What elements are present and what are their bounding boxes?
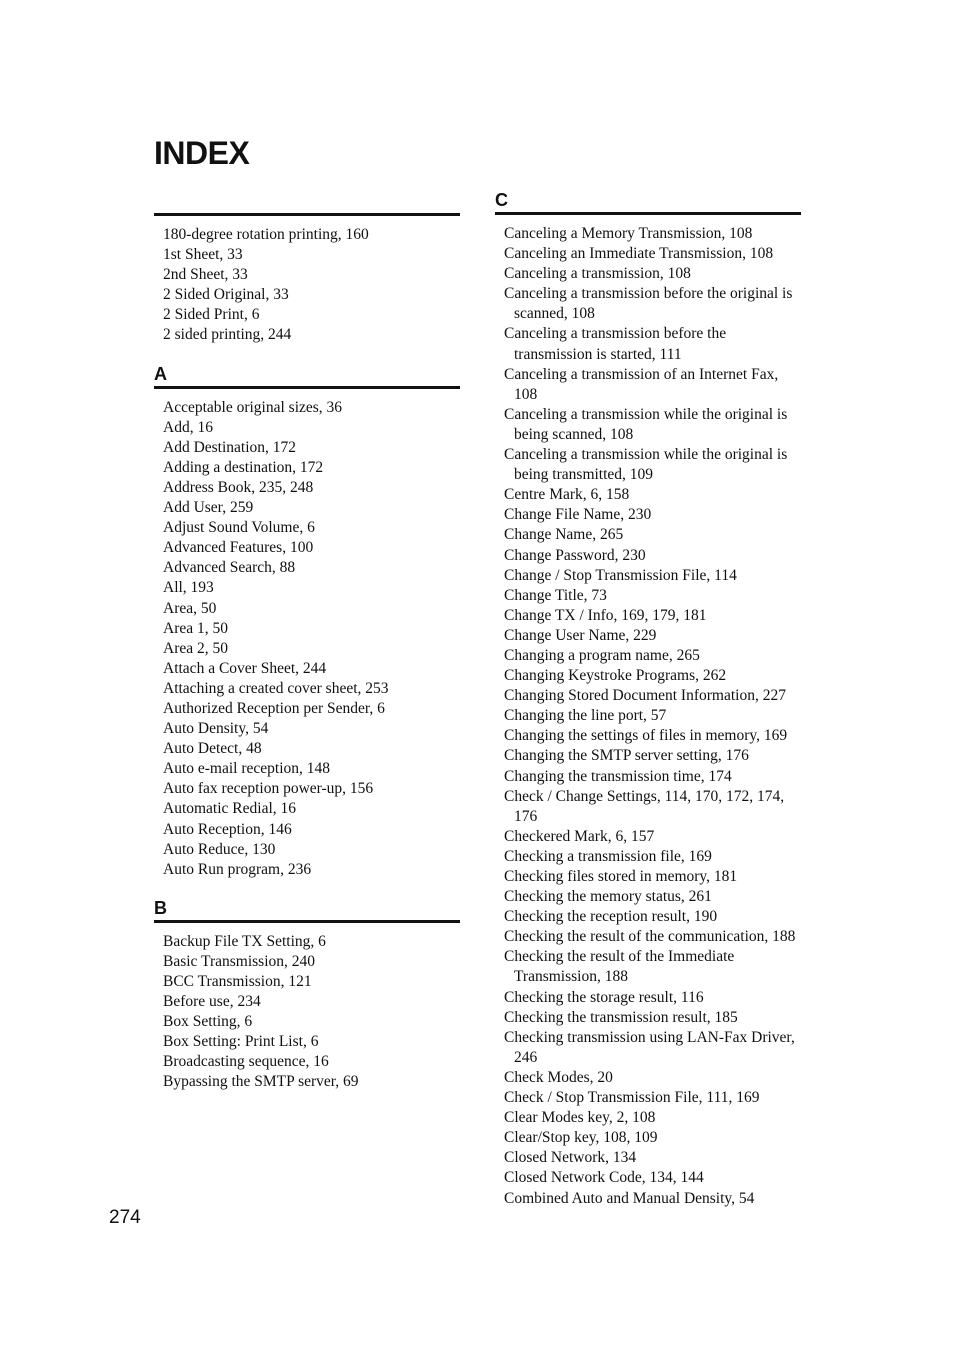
index-entry: Box Setting: Print List, 6 bbox=[163, 1033, 319, 1051]
index-entry: Checking the memory status, 261 bbox=[504, 888, 712, 906]
index-entry: Adding a destination, 172 bbox=[163, 458, 324, 476]
index-entry: Checking the result of the Immediate Transmission, 188 bbox=[504, 948, 735, 986]
index-entry: Change File Name, 230 bbox=[504, 506, 652, 524]
index-entry: Combined Auto and Manual Density, 54 bbox=[504, 1189, 755, 1207]
index-entry: Auto Density, 54 bbox=[163, 720, 269, 738]
section-c bbox=[495, 188, 801, 1209]
index-entry: Broadcasting sequence, 16 bbox=[163, 1053, 329, 1071]
index-entry: Canceling a transmission of an Internet Fax, 108 bbox=[504, 365, 779, 403]
section-letter: C bbox=[495, 190, 508, 210]
index-entry: Address Book, 235, 248 bbox=[163, 478, 314, 496]
index-entry: Checking transmission using LAN-Fax Driver, 246 bbox=[504, 1028, 795, 1066]
index-entry: Check Modes, 20 bbox=[504, 1068, 613, 1086]
index-entry: 2 Sided Original, 33 bbox=[163, 286, 289, 304]
section-letter: A bbox=[154, 363, 167, 384]
index-entry: Checking files stored in memory, 181 bbox=[504, 868, 738, 885]
page-number: 274 bbox=[109, 1207, 141, 1228]
index-entry: Basic Transmission, 240 bbox=[163, 952, 316, 970]
index-entry: Advanced Search, 88 bbox=[163, 559, 296, 577]
index-entry: Change / Stop Transmission File, 114 bbox=[504, 566, 737, 584]
index-entry: Change User Name, 229 bbox=[504, 626, 657, 644]
index-entry: Clear Modes key, 2, 108 bbox=[504, 1109, 656, 1127]
index-entry: Area, 50 bbox=[163, 599, 217, 617]
index-entry: 2nd Sheet, 33 bbox=[163, 266, 248, 284]
index-entry: Bypassing the SMTP server, 69 bbox=[163, 1073, 359, 1091]
section-b bbox=[154, 896, 460, 1093]
index-entry: Area 1, 50 bbox=[163, 619, 228, 637]
index-entry: Closed Network Code, 134, 144 bbox=[504, 1169, 704, 1187]
index-entry: Check / Stop Transmission File, 111, 169 bbox=[504, 1089, 760, 1107]
index-entry: Checking a transmission file, 169 bbox=[504, 847, 712, 865]
index-entry: Checkered Mark, 6, 157 bbox=[504, 827, 655, 845]
index-entry: Checking the transmission result, 185 bbox=[504, 1008, 738, 1026]
page-title: INDEX bbox=[154, 135, 250, 171]
index-entry: Attaching a created cover sheet, 253 bbox=[163, 679, 389, 697]
index-entry: 1st Sheet, 33 bbox=[163, 246, 243, 264]
index-entry: Change Password, 230 bbox=[504, 546, 646, 564]
index-entry: Changing the transmission time, 174 bbox=[504, 767, 732, 785]
index-entry: Canceling a Memory Transmission, 108 bbox=[504, 225, 753, 242]
index-entry: Auto Reduce, 130 bbox=[163, 840, 276, 858]
section-a bbox=[154, 362, 460, 880]
index-entry: Change Name, 265 bbox=[504, 526, 624, 544]
index-entry: Acceptable original sizes, 36 bbox=[163, 398, 343, 416]
index-entry: Changing the SMTP server setting, 176 bbox=[504, 747, 749, 765]
index-entry: Canceling a transmission while the original is being transmitted, 109 bbox=[504, 446, 788, 484]
index-entry: Changing a program name, 265 bbox=[504, 646, 700, 664]
index-entry: Change Title, 73 bbox=[504, 586, 607, 604]
index-entry: Changing the settings of files in memory, 169 bbox=[504, 727, 788, 745]
index-entry: Auto fax reception power-up, 156 bbox=[163, 780, 374, 798]
section-letter: B bbox=[154, 897, 167, 918]
index-entry: Adjust Sound Volume, 6 bbox=[163, 519, 315, 537]
section-spacer bbox=[154, 880, 460, 896]
index-entry: Centre Mark, 6, 158 bbox=[504, 486, 630, 504]
index-entry: Auto Detect, 48 bbox=[163, 740, 262, 758]
index-entry: Closed Network, 134 bbox=[504, 1149, 637, 1167]
section-spacer bbox=[154, 346, 460, 362]
index-entry: Canceling a transmission, 108 bbox=[504, 265, 691, 283]
index-column-right bbox=[495, 188, 801, 1209]
index-entry: Authorized Reception per Sender, 6 bbox=[163, 699, 385, 717]
entry-list bbox=[495, 215, 801, 1209]
index-entry: Auto Run program, 236 bbox=[163, 860, 312, 878]
index-entry: Clear/Stop key, 108, 109 bbox=[504, 1129, 658, 1147]
index-entry: Changing Stored Document Information, 227 bbox=[504, 687, 786, 705]
index-entry: Auto Reception, 146 bbox=[163, 820, 292, 838]
entry-list bbox=[154, 389, 460, 880]
index-entry: Checking the storage result, 116 bbox=[504, 988, 704, 1006]
index-entry: Area 2, 50 bbox=[163, 639, 228, 657]
index-entry: 180-degree rotation printing, 160 bbox=[163, 226, 369, 243]
index-entry: Backup File TX Setting, 6 bbox=[163, 932, 326, 950]
index-entry: All, 193 bbox=[163, 579, 214, 597]
index-entry: Attach a Cover Sheet, 244 bbox=[163, 659, 327, 677]
index-entry: Advanced Features, 100 bbox=[163, 539, 314, 557]
index-entry: Changing the line port, 57 bbox=[504, 707, 667, 725]
index-entry: Add, 16 bbox=[163, 418, 213, 436]
index-entry: Canceling a transmission before the original is scanned, 108 bbox=[504, 285, 793, 323]
index-entry: Checking the result of the communication, 188 bbox=[504, 928, 796, 946]
index-entry: Canceling a transmission before the transmission is started, 111 bbox=[504, 325, 727, 363]
index-entry: Auto e-mail reception, 148 bbox=[163, 760, 331, 778]
index-entry: Canceling an Immediate Transmission, 108 bbox=[504, 245, 774, 263]
index-entry: Add User, 259 bbox=[163, 499, 254, 517]
index-entry: Checking the reception result, 190 bbox=[504, 908, 718, 926]
index-entry: Automatic Redial, 16 bbox=[163, 800, 297, 818]
index-entry: 2 Sided Print, 6 bbox=[163, 306, 260, 324]
index-entry: Add Destination, 172 bbox=[163, 438, 297, 456]
index-entry: BCC Transmission, 121 bbox=[163, 973, 312, 990]
entry-list bbox=[154, 216, 460, 346]
index-entry: Box Setting, 6 bbox=[163, 1013, 253, 1031]
index-entry: Check / Change Settings, 114, 170, 172, 174, 176 bbox=[504, 787, 785, 825]
index-column-left bbox=[154, 213, 460, 1093]
section-numbers bbox=[154, 213, 460, 346]
entry-list bbox=[154, 923, 460, 1093]
index-entry: 2 sided printing, 244 bbox=[163, 326, 292, 344]
index-entry: Changing Keystroke Programs, 262 bbox=[504, 667, 727, 685]
index-entry: Canceling a transmission while the original is being scanned, 108 bbox=[504, 405, 788, 443]
index-entry: Before use, 234 bbox=[163, 993, 261, 1011]
index-entry: Change TX / Info, 169, 179, 181 bbox=[504, 606, 707, 624]
